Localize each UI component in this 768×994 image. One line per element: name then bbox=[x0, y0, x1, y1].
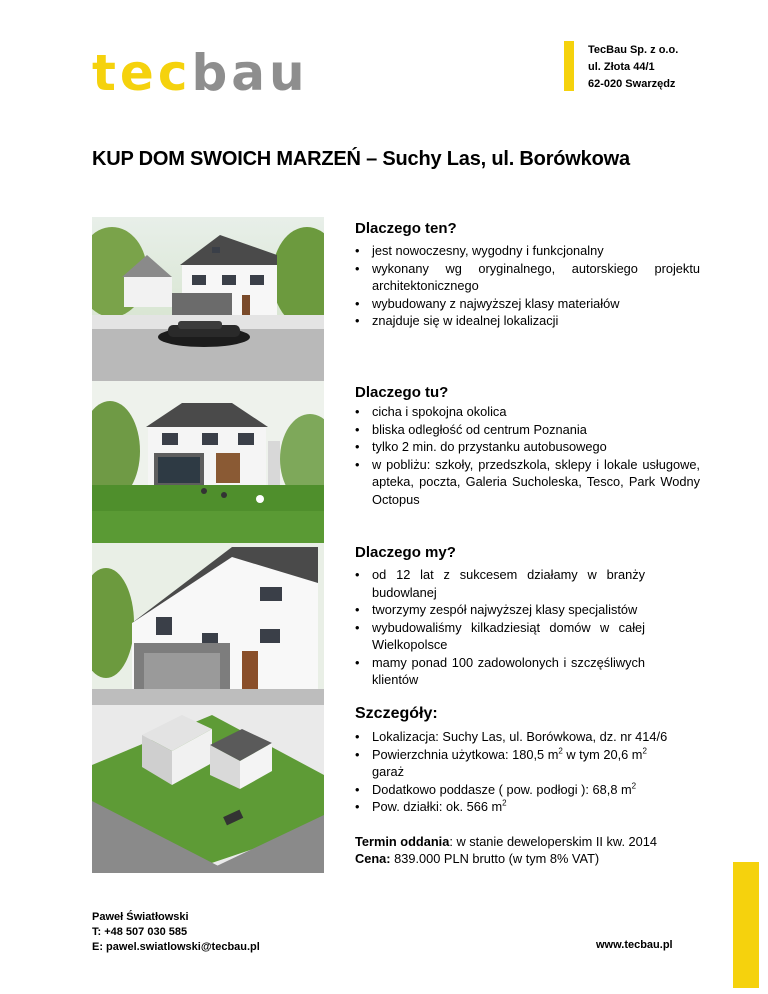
footer-accent-bar bbox=[733, 862, 759, 988]
list-item: • mamy ponad 100 zadowolonych i szczęśliwych klientów bbox=[355, 654, 645, 689]
section-heading-why-us: Dlaczego my? bbox=[355, 544, 456, 561]
section-heading-why-this: Dlaczego ten? bbox=[355, 220, 457, 237]
list-item: • tylko 2 min. do przystanku autobusowego bbox=[355, 438, 700, 456]
detail-location: • Lokalizacja: Suchy Las, ul. Borówkowa, dz. nr 414/6 bbox=[355, 728, 715, 746]
price-value: 839.000 PLN brutto (w tym 8% VAT) bbox=[390, 851, 600, 866]
section-heading-why-here: Dlaczego tu? bbox=[355, 384, 449, 401]
website-link: www.tecbau.pl bbox=[596, 939, 673, 951]
list-item: • jest nowoczesny, wygodny i funkcjonalny bbox=[355, 242, 700, 260]
detail-plot: • Pow. działki: ok. 566 $m^2$ bbox=[355, 798, 715, 816]
company-city: 62-020 Swarzędz bbox=[588, 78, 676, 90]
house-photo-aerial bbox=[92, 705, 324, 873]
house-photo-garden bbox=[92, 381, 324, 549]
company-name: TecBau Sp. z o.o. bbox=[588, 44, 679, 56]
price-label: Cena: bbox=[355, 851, 391, 866]
details-list bbox=[355, 728, 715, 816]
detail-area: • Powierzchnia użytkowa: 180,5 $m^2$ w tym 20,6 $m^2$ garaż bbox=[355, 746, 715, 781]
list-item: • wykonany wg oryginalnego, autorskiego projektu architektonicznego bbox=[355, 260, 700, 295]
page-title: KUP DOM SWOICH MARZEŃ – Suchy Las, ul. Borówkowa bbox=[92, 148, 630, 170]
price-line bbox=[355, 850, 657, 867]
list-item: • od 12 lat z sukcesem działamy w branży budowlanej bbox=[355, 566, 645, 601]
company-street: ul. Złota 44/1 bbox=[588, 61, 655, 73]
house-photo-front bbox=[92, 217, 324, 385]
contact-phone: T: +48 507 030 585 bbox=[92, 926, 188, 938]
contact-email: E: pawel.swiatlowski@tecbau.pl bbox=[92, 941, 260, 953]
list-item: • cicha i spokojna okolica bbox=[355, 403, 700, 421]
list-item: • wybudowany z najwyższej klasy materiałów bbox=[355, 295, 700, 313]
header-accent-bar bbox=[564, 41, 574, 91]
logo-text-tec: tec bbox=[92, 44, 192, 102]
logo-text-bau: bau bbox=[191, 44, 309, 102]
deadline-value: : w stanie deweloperskim II kw. 2014 bbox=[449, 834, 658, 849]
details-heading: Szczegóły: bbox=[355, 705, 438, 722]
deadline-label: Termin oddania bbox=[355, 834, 450, 849]
tecbau-logo bbox=[92, 44, 309, 102]
list-item: • wybudowaliśmy kilkadziesiąt domów w całej Wielkopolsce bbox=[355, 619, 645, 654]
detail-attic: • Dodatkowo poddasze ( pow. podłogi ): 68,8 $m^2$ bbox=[355, 781, 715, 799]
house-photo-side bbox=[92, 543, 324, 711]
bullet-list-why-this bbox=[355, 242, 700, 330]
company-address bbox=[588, 42, 678, 93]
contact-name: Paweł Światłowski bbox=[92, 911, 189, 923]
list-item: • tworzymy zespół najwyższej klasy specjalistów bbox=[355, 601, 645, 619]
list-item: • w pobliżu: szkoły, przedszkola, sklepy i lokale usługowe, apteka, poczta, Galeria Sucholeska, Tesco, Park Wodny Octopus bbox=[355, 456, 700, 509]
contact-block bbox=[92, 910, 260, 955]
list-item: • bliska odległość od centrum Poznania bbox=[355, 421, 700, 439]
deadline-line bbox=[355, 833, 657, 850]
terms-block bbox=[355, 833, 657, 867]
bullet-list-why-here bbox=[355, 403, 700, 508]
list-item: • znajduje się w idealnej lokalizacji bbox=[355, 312, 700, 330]
bullet-list-why-us bbox=[355, 566, 645, 689]
